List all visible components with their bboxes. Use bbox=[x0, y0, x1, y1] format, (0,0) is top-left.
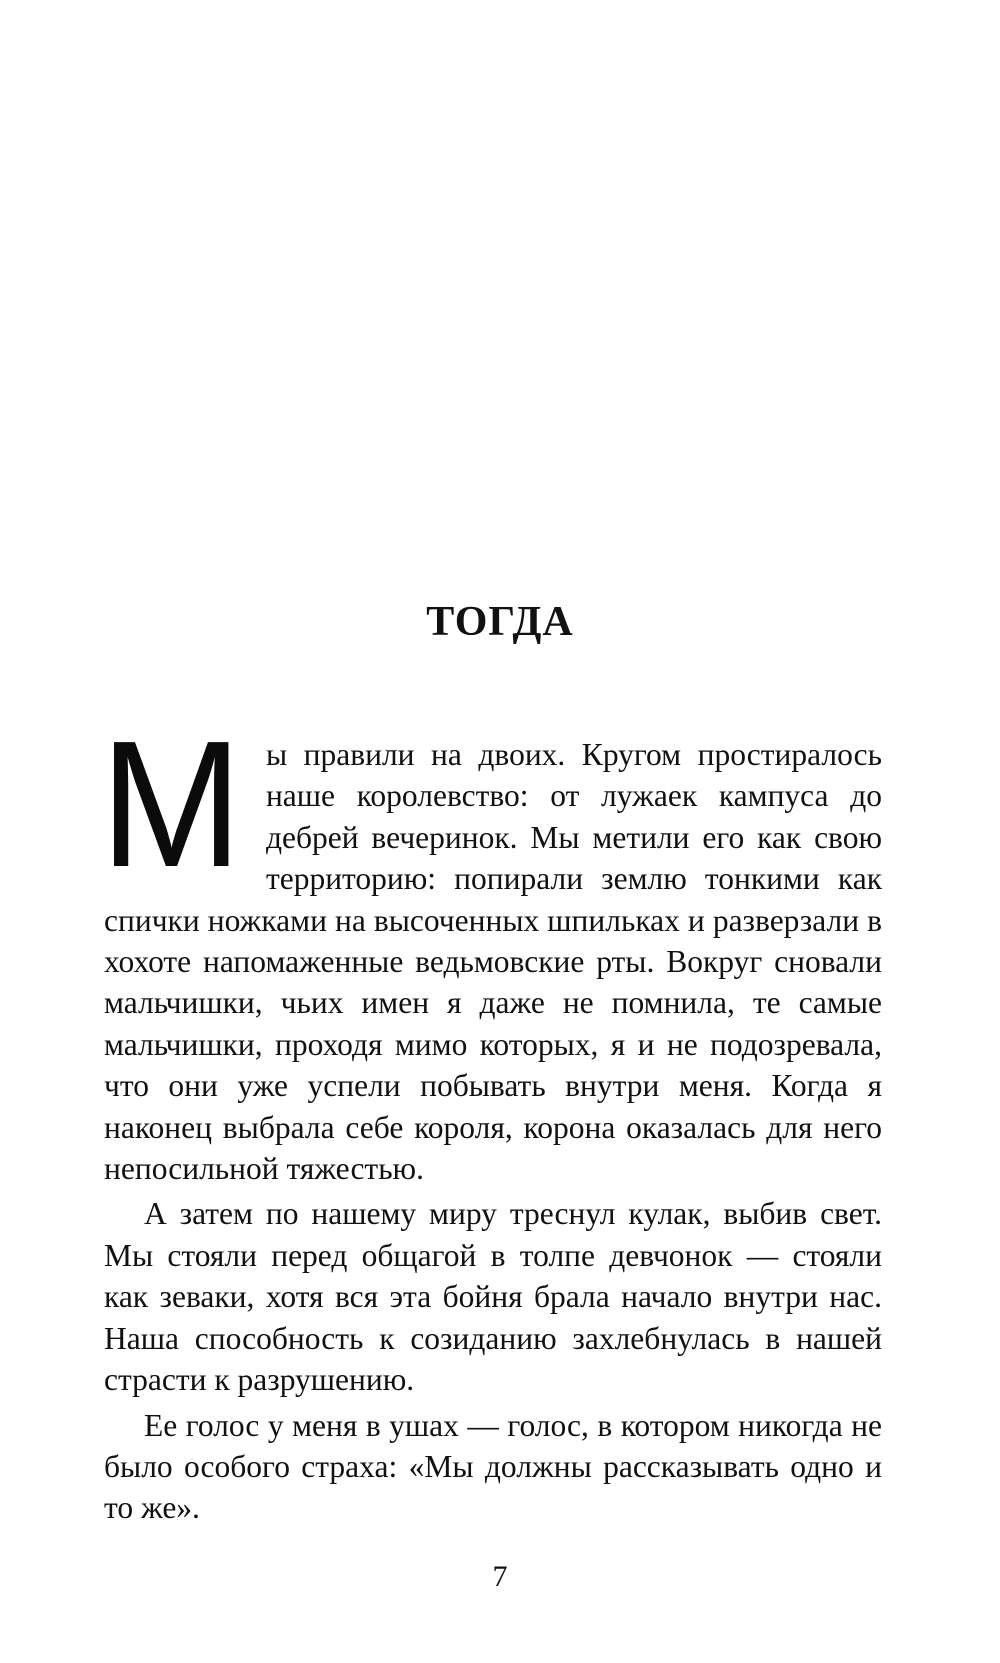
chapter-title: ТОГДА bbox=[426, 599, 574, 645]
body-text bbox=[100, 704, 882, 1529]
paragraph-3: Ее голос у меня в ушах — голос, в котором никогда не было особого страха: «Мы должны рассказывать одно и то же». bbox=[104, 1407, 882, 1526]
paragraph-1 bbox=[100, 704, 882, 1189]
drop-cap: М bbox=[100, 704, 243, 905]
paragraph-1-text: ы правили на двоих. Кругом простиралось наше королевство: от лужаек кампуса до дебрей вечеринок. Мы метили его как свою территорию: попирали землю тонкими как спички ножками на высоченных шпильках и разверзали в хохоте напомаженные ведьмовские рты. Вокруг сновали мальчишки, чьих имен я даже не помнила, те самые мальчишки, проходя мимо которых, я и не подозревала, что они уже успели побывать внутри меня. Когда я наконец выбрала себе короля, корона оказалась для него непосильной тяжестью. bbox=[104, 737, 882, 1187]
paragraph-2: А затем по нашему миру треснул кулак, выбив свет. Мы стояли перед общагой в толпе девчонок — стояли как зеваки, хотя вся эта бойня брала начало внутри нас. Наша способность к созиданию захлебнулась в нашей страсти к разрушению. bbox=[104, 1196, 882, 1398]
page-number: 7 bbox=[492, 1560, 508, 1593]
